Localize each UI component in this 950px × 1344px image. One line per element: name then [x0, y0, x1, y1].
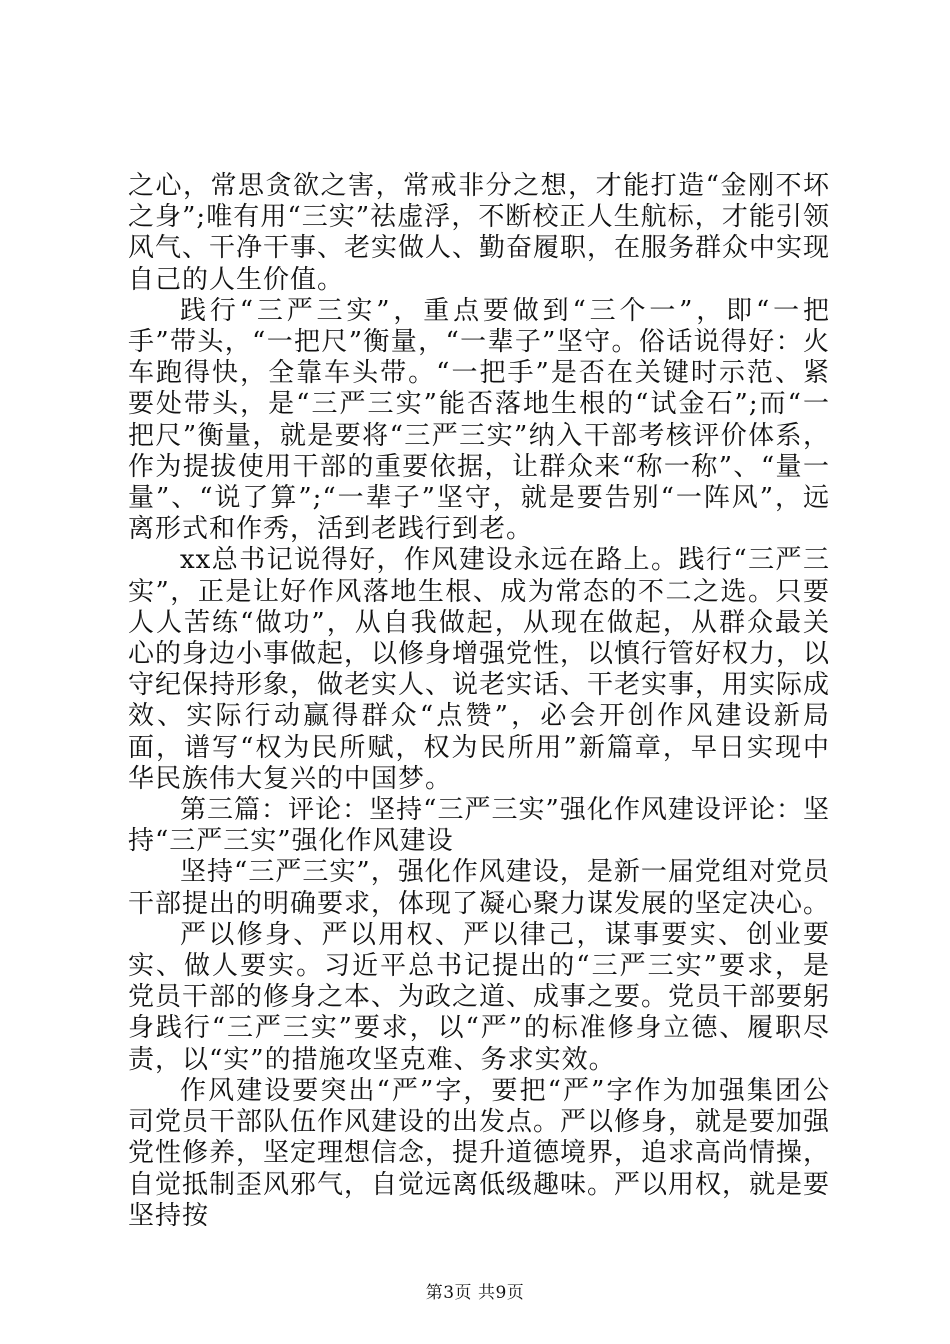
page-number-footer: 第3页 共9页 [425, 1283, 525, 1303]
paragraph-requirement: 坚持“三严三实”，强化作风建设，是新一届党组对党员干部提出的明确要求，体现了凝心聚力谋发展的坚定决心。 [128, 857, 831, 919]
paragraph-style-building: xx总书记说得好，作风建设永远在路上。践行“三严三实”，正是让好作风落地生根、成为常态的不二之选。只要人人苦练“做功”，从自我做起，从现在做起，从群众最关心的身边小事做起，以修身增强党性，以慎行管好权力，以守纪保持形象，做老实人、说老实话、干老实事，用实际成效、实际行动赢得群众“点赞”，必会开创作风建设新局面，谱写“权为民所赋，权为民所用”新篇章，早日实现中华民族伟大复兴的中国梦。 [128, 545, 831, 794]
paragraph-strict-focus: 作风建设要突出“严”字，要把“严”字作为加强集团公司党员干部队伍作风建设的出发点。严以修身，就是要加强党性修养，坚定理想信念，提升道德境界，追求高尚情操，自觉抵制歪风邪气，自觉远离低级趣味。严以用权，就是要坚持按 [128, 1075, 831, 1231]
section-heading-part-three: 第三篇：评论：坚持“三严三实”强化作风建设评论：坚持“三严三实”强化作风建设 [128, 795, 830, 857]
paragraph-three-stricts: 严以修身、严以用权、严以律己，谋事要实、创业要实、做人要实。习近平总书记提出的“三严三实”要求，是党员干部的修身之本、为政之道、成事之要。党员干部要躬身践行“三严三实”要求，以“严”的标准修身立德、履职尽责，以“实”的措施攻坚克难、务求实效。 [128, 919, 831, 1075]
paragraph-three-ones: 践行“三严三实”，重点要做到“三个一”，即“一把手”带头，“一把尺”衡量，“一辈子”坚守。俗话说得好：火车跑得快，全靠车头带。“一把手”是否在关键时示范、紧要处带头，是“三严三实”能否落地生根的“试金石”;而“一把尺”衡量，就是要将“三严三实”纳入干部考核评价体系，作为提拔使用干部的重要依据，让群众来“称一称”、“量一量”、“说了算”;“一辈子”坚守，就是要告别“一阵风”，远离形式和作秀，活到老践行到老。 [128, 295, 830, 545]
paragraph-continuation: 之心，常思贪欲之害，常戒非分之想，才能打造“金刚不坏之身”;唯有用“三实”祛虚浮，不断校正人生航标，才能引领风气、干净干事、老实做人、勤奋履职，在服务群众中实现自己的人生价值。 [128, 171, 831, 295]
document-body [128, 171, 830, 1232]
